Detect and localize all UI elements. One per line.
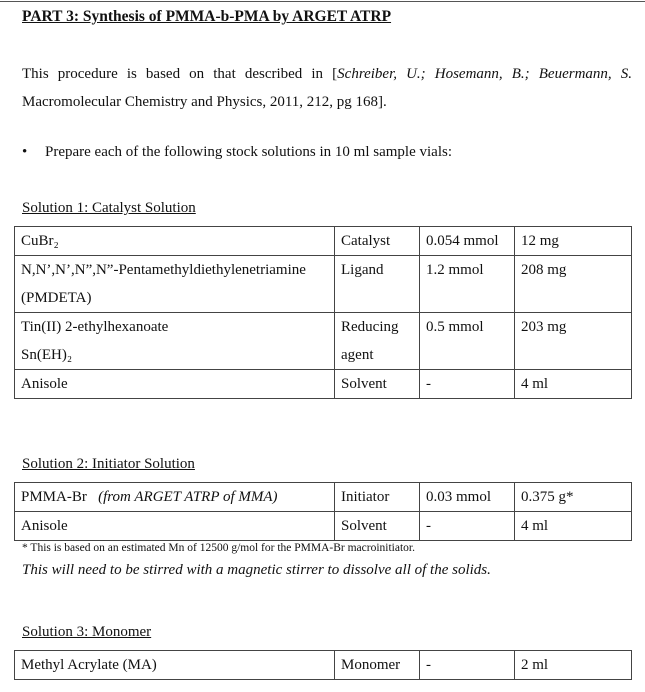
reagent-mmol: 0.5 mmol — [420, 313, 515, 370]
reagent-amount: 208 mg — [515, 256, 632, 313]
reagent-name: Anisole — [15, 370, 335, 399]
instruction-bullet — [22, 144, 452, 161]
footnote: * This is based on an estimated Mn of 12500 g/mol for the PMMA-Br macroinitiator. — [22, 542, 415, 554]
reagent-amount: 0.375 g* — [515, 483, 632, 512]
reagent-name-line2: (PMDETA) — [21, 290, 92, 306]
table-row — [15, 313, 632, 370]
solution3-heading: Solution 3: Monomer — [22, 624, 152, 640]
table-row — [15, 483, 632, 512]
intro-citation-authors: Schreiber, U.; Hosemann, B.; Beuermann, S. — [337, 66, 633, 82]
reagent-role — [335, 313, 420, 370]
reagent-role: Ligand — [335, 256, 420, 313]
reagent-name-line1: Tin(II) 2-ethylhexanoate — [21, 319, 169, 335]
solution3-table — [14, 650, 632, 680]
intro-paragraph — [22, 60, 632, 116]
reagent-name-line2: Sn(EH)₂ — [21, 347, 73, 363]
reagent-amount: 203 mg — [515, 313, 632, 370]
reagent-mmol: - — [420, 512, 515, 541]
reagent-role: Monomer — [335, 651, 420, 680]
reagent-amount: 12 mg — [515, 227, 632, 256]
reagent-name — [15, 313, 335, 370]
reagent-mmol: 0.054 mmol — [420, 227, 515, 256]
reagent-mmol: 0.03 mmol — [420, 483, 515, 512]
top-rule — [0, 1, 645, 2]
reagent-role-line1: Reducing — [341, 319, 399, 335]
solution1-heading: Solution 1: Catalyst Solution — [22, 200, 196, 216]
page-title: PART 3: Synthesis of PMMA-b-PMA by ARGET ATRP — [22, 8, 392, 25]
reagent-mmol: - — [420, 370, 515, 399]
solution1-table — [14, 226, 632, 399]
table-row — [15, 651, 632, 680]
reagent-name — [15, 483, 335, 512]
reagent-role: Solvent — [335, 370, 420, 399]
intro-text-after: Macromolecular Chemistry and Physics, 2011, 212, pg 168]. — [22, 94, 387, 110]
reagent-name-note: (from ARGET ATRP of MMA) — [98, 489, 278, 505]
solution2-heading: Solution 2: Initiator Solution — [22, 456, 195, 472]
reagent-role: Catalyst — [335, 227, 420, 256]
reagent-name-line1: N,N’,N’,N”,N”-Pentamethyldiethylenetriamine — [21, 262, 306, 278]
reagent-mmol: - — [420, 651, 515, 680]
reagent-name — [15, 256, 335, 313]
table-row — [15, 256, 632, 313]
reagent-mmol: 1.2 mmol — [420, 256, 515, 313]
reagent-name: Methyl Acrylate (MA) — [15, 651, 335, 680]
reagent-role: Solvent — [335, 512, 420, 541]
bullet-text: Prepare each of the following stock solutions in 10 ml sample vials: — [45, 144, 453, 160]
reagent-name: CuBr₂ — [15, 227, 335, 256]
stir-note: This will need to be stirred with a magnetic stirrer to dissolve all of the solids. — [22, 562, 491, 578]
reagent-name-main: PMMA-Br — [21, 489, 87, 505]
reagent-role: Initiator — [335, 483, 420, 512]
table-row — [15, 512, 632, 541]
intro-text-before: This procedure is based on that described in [ — [22, 66, 338, 82]
reagent-role-line2: agent — [341, 347, 374, 363]
solution2-table — [14, 482, 632, 541]
bullet-icon: • — [22, 144, 28, 160]
reagent-amount: 2 ml — [515, 651, 632, 680]
table-row — [15, 370, 632, 399]
reagent-amount: 4 ml — [515, 512, 632, 541]
table-row — [15, 227, 632, 256]
reagent-amount: 4 ml — [515, 370, 632, 399]
reagent-name: Anisole — [15, 512, 335, 541]
